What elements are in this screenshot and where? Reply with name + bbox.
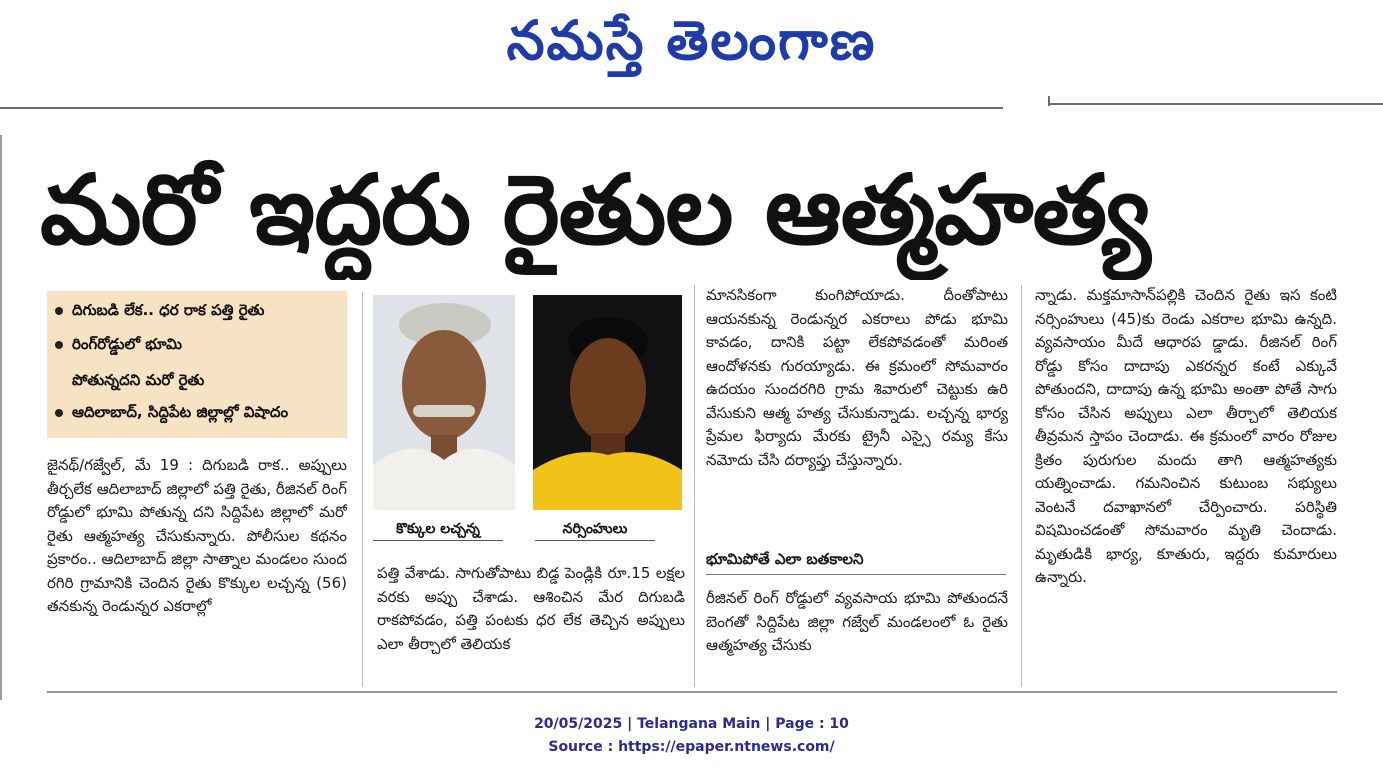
highlight-text: రింగ్‌రోడ్డులో భూమి bbox=[72, 335, 182, 353]
bullet-icon bbox=[55, 307, 63, 315]
article-paragraph: రీజినల్‌ రింగ్‌ రోడ్డులో వ్యవసాయ భూమి పోతుందనే బెంగతో సిద్దిపేట జిల్లా గజ్వేల్‌ మండలంలో ఓ రైతు ఆత్మహత్య చేసుకు bbox=[706, 589, 1008, 654]
photo-caption-2: నర్సింహులు bbox=[535, 518, 655, 541]
highlight-item bbox=[55, 403, 288, 425]
bullet-icon bbox=[55, 409, 63, 417]
masthead-divider-left bbox=[0, 107, 1003, 109]
photo-farmer-2 bbox=[533, 295, 682, 510]
column-divider bbox=[362, 292, 363, 687]
bullet-icon bbox=[55, 341, 63, 349]
highlights-box bbox=[47, 291, 347, 438]
article-column-1 bbox=[47, 454, 347, 686]
article-paragraph: జైనథ్‌/గజ్వేల్‌, మే 19 : దిగుబడి రాక.. అప్పులు తీర్చలేక ఆదిలాబాద్‌ జిల్లాలో పత్తి రైతు, రీజినల్‌ రింగ్‌ రోడ్డులో భూమి పోతున్న దని సిద్దిపేట జిల్లాలో మరో రైతు ఆత్మహత్య చేసుకున్నారు. పోలీసుల కథనం ప్రకారం.. ఆదిలాబాద్‌ జిల్లా సాత్నాల మండలం సుంద రగిరి గ్రామానికి చెందిన రైతు కొక్కుల లచ్చన్న (56) తనకున్న రెండున్నర ఎకరాల్లో bbox=[47, 456, 347, 615]
footer-date-page: 20/05/2025 | Telangana Main | Page : 10 bbox=[534, 716, 849, 732]
newspaper-masthead-logo: నమస్తే తెలంగాణ bbox=[506, 8, 877, 72]
column-divider bbox=[694, 285, 695, 687]
article-paragraph: మానసికంగా కుంగిపోయాడు. దీంతోపాటు ఆయనకున్న రెండున్నర ఎకరాలు పోడు భూమి కావడం, దానికి పట్టా లేకపోవడంతో మరింత ఆందోళనకు గురయ్యాడు. ఈ క్రమంలో సోమవారం ఉదయం సుందరగిరి గ్రామ శివారులో చెట్టుకు ఉరి వేసుకుని ఆత్మ హత్య చేసుకున్నాడు. లచ్చన్న భార్య ప్రేమల ఫిర్యాదు మేరకు ట్రైనీ ఎస్సై రమ్య కేసు నమోదు చేసి దర్యాప్తు చేస్తున్నారు. bbox=[706, 286, 1008, 469]
highlight-text: దిగుబడి లేక.. ధర రాక పత్తి రైతు bbox=[72, 301, 265, 319]
page-left-edge bbox=[0, 135, 2, 700]
article-subheading: భూమిపోతే ఎలా బతకాలని bbox=[706, 550, 1006, 575]
highlight-item-continued bbox=[72, 371, 204, 393]
article-headline: మరో ఇద్దరు రైతుల ఆత్మహత్య bbox=[40, 154, 1150, 266]
photo-caption-1: కొక్కుల లచ్చన్న bbox=[373, 518, 503, 541]
portrait-image bbox=[533, 295, 682, 510]
masthead-divider-right bbox=[1048, 103, 1383, 105]
highlight-item bbox=[55, 335, 182, 357]
article-bottom-rule bbox=[47, 691, 1337, 693]
article-column-3 bbox=[706, 284, 1008, 542]
highlight-item bbox=[55, 301, 264, 323]
portrait-image bbox=[373, 295, 515, 510]
article-column-2 bbox=[377, 562, 685, 686]
highlight-text: ఆదిలాబాద్‌, సిద్దిపేట జిల్లాల్లో విషాదం bbox=[72, 403, 289, 421]
photo-farmer-1 bbox=[373, 295, 515, 510]
footer-source-link[interactable]: Source : https://epaper.ntnews.com/ bbox=[548, 739, 835, 755]
article-paragraph: పత్తి వేశాడు. సాగుతోపాటు బిడ్డ పెండ్లికి రూ.15 లక్షల వరకు అప్పు చేశాడు. ఆశించిన మేర దిగుబడి రాకపోవడం, పత్తి పంటకు ధర లేక తెచ్చిన అప్పులు ఎలా తీర్చాలో తెలియక bbox=[377, 564, 685, 653]
highlight-text: పోతున్నదని మరో రైతు bbox=[72, 371, 205, 389]
article-column-3-continued bbox=[706, 587, 1008, 687]
column-divider bbox=[1021, 285, 1022, 687]
article-paragraph: న్నాడు. మక్తమాసాన్‌పల్లికి చెందిన రైతు ఇస కంటి నర్సింహులు (45)కు రెండు ఎకరాల భూమి ఉన్నది. వ్యవసాయం మీదే ఆధారప డ్డాడు. రీజినల్‌ రింగ్‌ రోడ్డు కోసం దాదాపు ఎకరన్నర కంటే ఎక్కువే పోతుందని, దాదాపు ఉన్న భూమి అంతా పోతే సాగు కోసం చేసిన అప్పులు ఎలా తీర్చాలో తెలియక తీవ్రమన స్తాపం చెందాడు. ఈ క్రమంలో వారం రోజుల క్రితం పురుగుల మందు తాగి ఆత్మహత్యకు యత్నించాడు. గమనించిన కుటుంబ సభ్యులు వెంటనే దవాఖానలో చేర్పించారు. పరిస్థితి విషమించడంతో సోమవారం మృతి చెందాడు. మృతుడికి భార్య, కూతురు, ఇద్దరు కుమారులు ఉన్నారు. bbox=[1035, 286, 1337, 586]
article-column-4 bbox=[1035, 284, 1337, 686]
